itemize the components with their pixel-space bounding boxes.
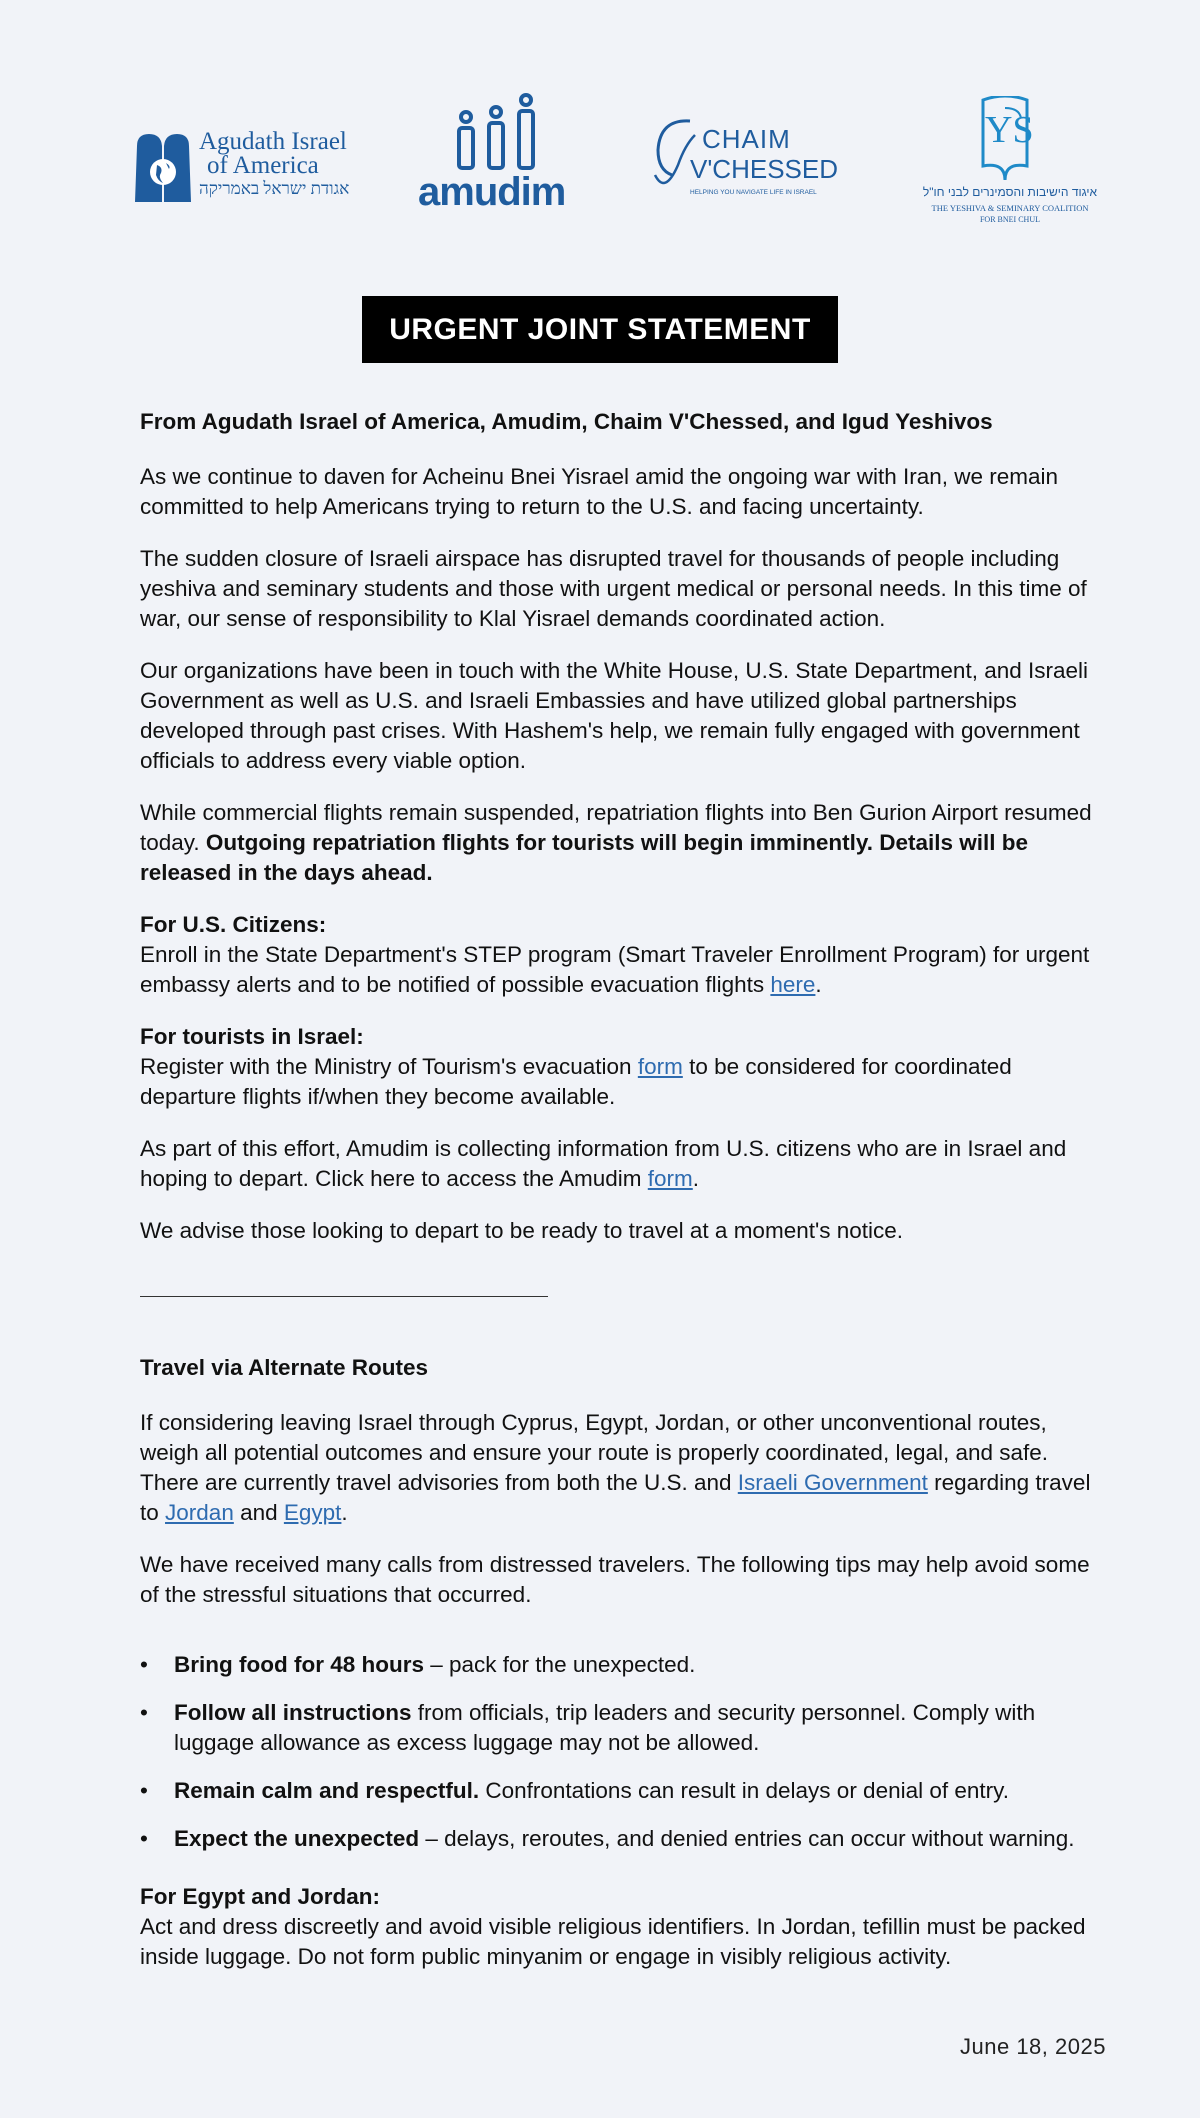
text: As part of this effort, Amudim is collecting information from U.S. citizens who are in Israel and hoping to depart. Click here to access the Amudim: [140, 1136, 1067, 1191]
chaim-vchessed-logo: [650, 115, 850, 205]
section-heading: For tourists in Israel:: [140, 1024, 364, 1049]
egypt-jordan-section: [140, 1882, 1110, 1972]
paragraph: [140, 798, 1110, 888]
logo-text: of America: [207, 152, 319, 179]
bold-text: Remain calm and respectful.: [174, 1778, 480, 1803]
yeshiva-seminary-coalition-logo: [922, 96, 1098, 236]
paragraph: We have received many calls from distressed travelers. The following tips may help avoid some of the stressful situations that occurred.: [140, 1552, 1090, 1607]
text: and: [233, 1500, 284, 1525]
text: – pack for the unexpected.: [424, 1652, 696, 1677]
text: While commercial flights remain suspended, repatriation flights into Ben Gurion Airport resumed today.: [140, 800, 1092, 855]
text: Confrontations can result in delays or denial of entry.: [479, 1778, 1009, 1803]
logo-text: FOR BNEI CHUL: [979, 215, 1040, 224]
list-item: [140, 1824, 1110, 1854]
paragraph: [140, 1134, 1110, 1194]
text: from officials, trip leaders and security personnel. Comply with luggage allowance as excess luggage may not be allowed.: [174, 1700, 1036, 1755]
statement-body: [140, 407, 1110, 1994]
text: Enroll in the State Department's STEP program (Smart Traveler Enrollment Program) for urgent embassy alerts and to be notified of possible evacuation flights: [140, 942, 1090, 997]
logo-hebrew: אגודת ישראל באמריקה: [199, 179, 350, 198]
paragraph: Our organizations have been in touch with the White House, U.S. State Department, and Israeli Government as well as U.S. and Israeli Embassies and have utilized global partnerships developed through past crises. With Hashem's help, we remain fully engaged with government officials to address every viable option.: [140, 658, 1089, 773]
bold-text: Follow all instructions: [174, 1700, 412, 1725]
text: .: [341, 1500, 348, 1525]
section-heading: For Egypt and Jordan:: [140, 1884, 381, 1909]
logo-text: THE YESHIVA & SEMINARY COALITION: [931, 203, 1089, 213]
text: – delays, reroutes, and denied entries can occur without warning.: [419, 1826, 1075, 1851]
paragraph: As we continue to daven for Acheinu Bnei Yisrael amid the ongoing war with Iran, we remain committed to help Americans trying to return to the U.S. and facing uncertainty.: [140, 464, 1059, 519]
logo-text: Agudath Israel: [199, 128, 347, 155]
tourism-form-link[interactable]: form: [637, 1054, 683, 1079]
list-item: [140, 1650, 1110, 1680]
page-title: URGENT JOINT STATEMENT: [362, 296, 838, 363]
paragraph: The sudden closure of Israeli airspace has disrupted travel for thousands of people including yeshiva and seminary students and those with urgent medical or personal needs. In this time of war, our sense of responsibility to Klal Yisrael demands coordinated action.: [140, 546, 1087, 631]
text: .: [815, 972, 822, 997]
logo-mark: YS: [985, 109, 1034, 151]
text: Register with the Ministry of Tourism's evacuation: [140, 1054, 638, 1079]
israeli-government-link[interactable]: Israeli Government: [737, 1470, 928, 1495]
text: Act and dress discreetly and avoid visible religious identifiers. In Jordan, tefillin must be packed inside luggage. Do not form public minyanim or engage in visibly religious activity.: [140, 1914, 1086, 1969]
paragraph: [140, 1408, 1110, 1528]
list-item: [140, 1698, 1110, 1758]
step-link[interactable]: here: [770, 972, 816, 997]
text: If considering leaving Israel through Cyprus, Egypt, Jordan, or other unconventional routes, weigh all potential outcomes and ensure your route is properly coordinated, legal, and safe. There are currently travel advisories from both the U.S. and: [140, 1410, 1049, 1495]
egypt-link[interactable]: Egypt: [283, 1500, 342, 1525]
us-citizens-section: [140, 910, 1110, 1000]
date: June 18, 2025: [960, 2034, 1106, 2059]
pillars-icon: [451, 92, 541, 174]
jordan-link[interactable]: Jordan: [165, 1500, 234, 1525]
list-item: [140, 1776, 1110, 1806]
section-heading: For U.S. Citizens:: [140, 912, 327, 937]
text: regarding travel to: [140, 1470, 1091, 1525]
paragraph: We advise those looking to depart to be ready to travel at a moment's notice.: [140, 1218, 904, 1243]
bold-text: Bring food for 48 hours: [174, 1652, 424, 1677]
bold-text: Outgoing repatriation flights for tourists will begin imminently. Details will be released in the days ahead.: [140, 830, 1029, 885]
tourists-section: [140, 1022, 1110, 1112]
text: to be considered for coordinated departure flights if/when they become available.: [140, 1054, 1012, 1109]
logo-text: CHAIM: [702, 124, 791, 154]
logo-hebrew: איגוד הישיבות והסמינרים לבני חו"ל: [922, 185, 1098, 199]
tablets-globe-icon: [133, 132, 193, 204]
divider: [140, 1296, 548, 1297]
logo-text: V'CHESSED: [690, 154, 839, 184]
logo-tagline: HELPING YOU NAVIGATE LIFE IN ISRAEL: [690, 189, 817, 196]
amudim-logo: [418, 92, 578, 217]
section-heading: Travel via Alternate Routes: [140, 1355, 429, 1380]
bold-text: Expect the unexpected: [174, 1826, 420, 1851]
text: .: [692, 1166, 700, 1191]
logo-text: amudim: [418, 170, 566, 214]
agudath-israel-logo: [133, 130, 383, 205]
amudim-form-link[interactable]: form: [647, 1166, 693, 1191]
from-heading: From Agudath Israel of America, Amudim, Chaim V'Chessed, and Igud Yeshivos: [140, 409, 993, 434]
